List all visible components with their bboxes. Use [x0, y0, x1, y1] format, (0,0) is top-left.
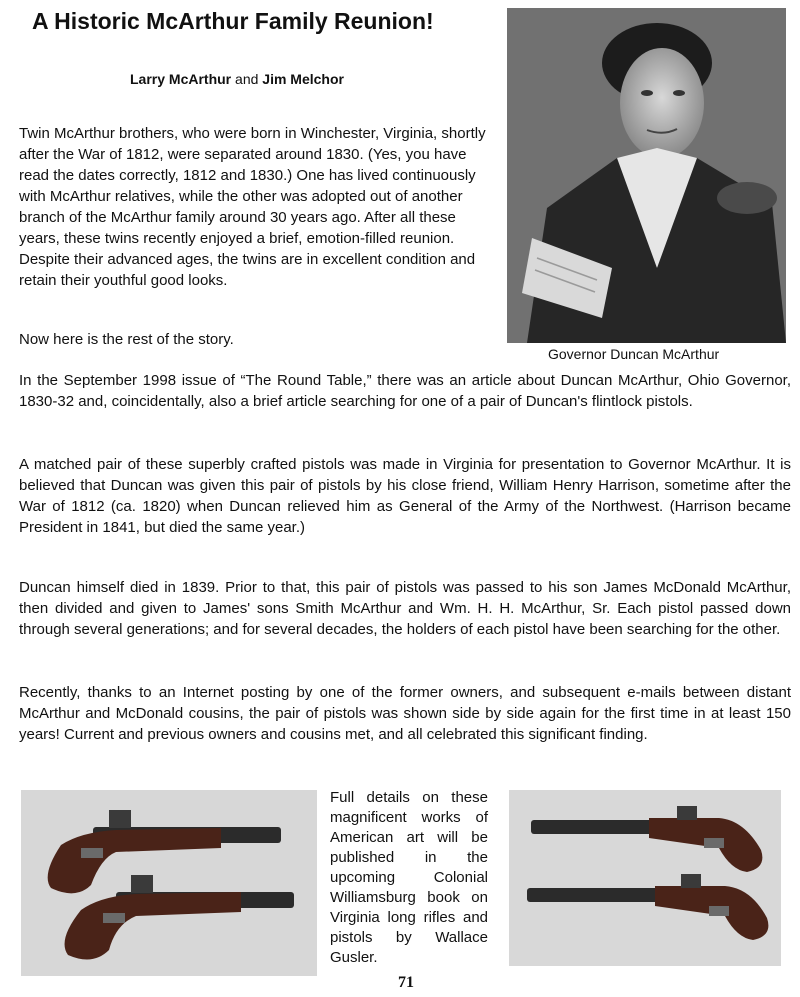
body-paragraph-round-table: In the September 1998 issue of “The Round Table,” there was an article about Duncan McArthur, Ohio Governor, 1830-32 and, coincidentally, also a brief article searching for one of a pair of Duncan's flintlock pistols.	[19, 372, 791, 410]
body-paragraph-reunion: Recently, thanks to an Internet posting by one of the former owners, and subsequent e-mails between distant McArthur and McDonald cousins, the pair of pistols was shown side by side again for the first time in at least 150 years! Current and previous owners and cousins met, and all celebrated this significant finding.	[19, 684, 791, 743]
author-jim-melchor: Jim Melchor	[262, 71, 344, 87]
article-title: A Historic McArthur Family Reunion!	[32, 8, 434, 34]
byline-conjunction: and	[235, 71, 259, 87]
photo-pistols-right	[509, 790, 781, 966]
rest-of-story-line: Now here is the rest of the story.	[19, 331, 234, 348]
body-paragraph-pistols-lineage: Duncan himself died in 1839. Prior to that, this pair of pistols was passed to his son James McDonald McArthur, then divided and given to James' sons Smith McArthur and Wm. H. H. McArthur, Sr. Each pistol passed down through several generations; and for several decades, the holders of each pistol have been searching for the other.	[19, 579, 791, 638]
sidebar-note: Full details on these magnificent works of American art will be published in the upcoming Colonial Williamsburg book on Virginia long rifles and pistols by Wallace Gusler.	[330, 789, 488, 966]
author-larry-mcarthur: Larry McArthur	[130, 71, 232, 87]
photo-pistols-left	[21, 790, 317, 976]
page-number: 71	[398, 974, 414, 991]
portrait-caption: Governor Duncan McArthur	[548, 346, 720, 362]
portrait-governor-duncan-mcarthur	[507, 8, 786, 343]
byline	[130, 71, 344, 87]
intro-paragraph: Twin McArthur brothers, who were born in Winchester, Virginia, shortly after the War of 1812, were separated around 1830. (Yes, you have read the dates correctly, 1812 and 1830.) One has lived continuously with McArthur relatives, while the other was adopted out of another branch of the McArthur family around 30 years ago. After all these years, these twins recently enjoyed a brief, emotion-filled reunion. Despite their advanced ages, the twins are in excellent condition and retain their youthful good looks.	[19, 125, 486, 289]
body-paragraph-pistols-presentation: A matched pair of these superbly crafted pistols was made in Virginia for presentation to Governor McArthur. It is believed that Duncan was given this pair of pistols by his close friend, William Henry Harrison, sometime after the War of 1812 (ca. 1820) when Duncan relieved him as General of the Army of the Northwest. (Harrison became President in 1841, but died the same year.)	[19, 456, 791, 536]
